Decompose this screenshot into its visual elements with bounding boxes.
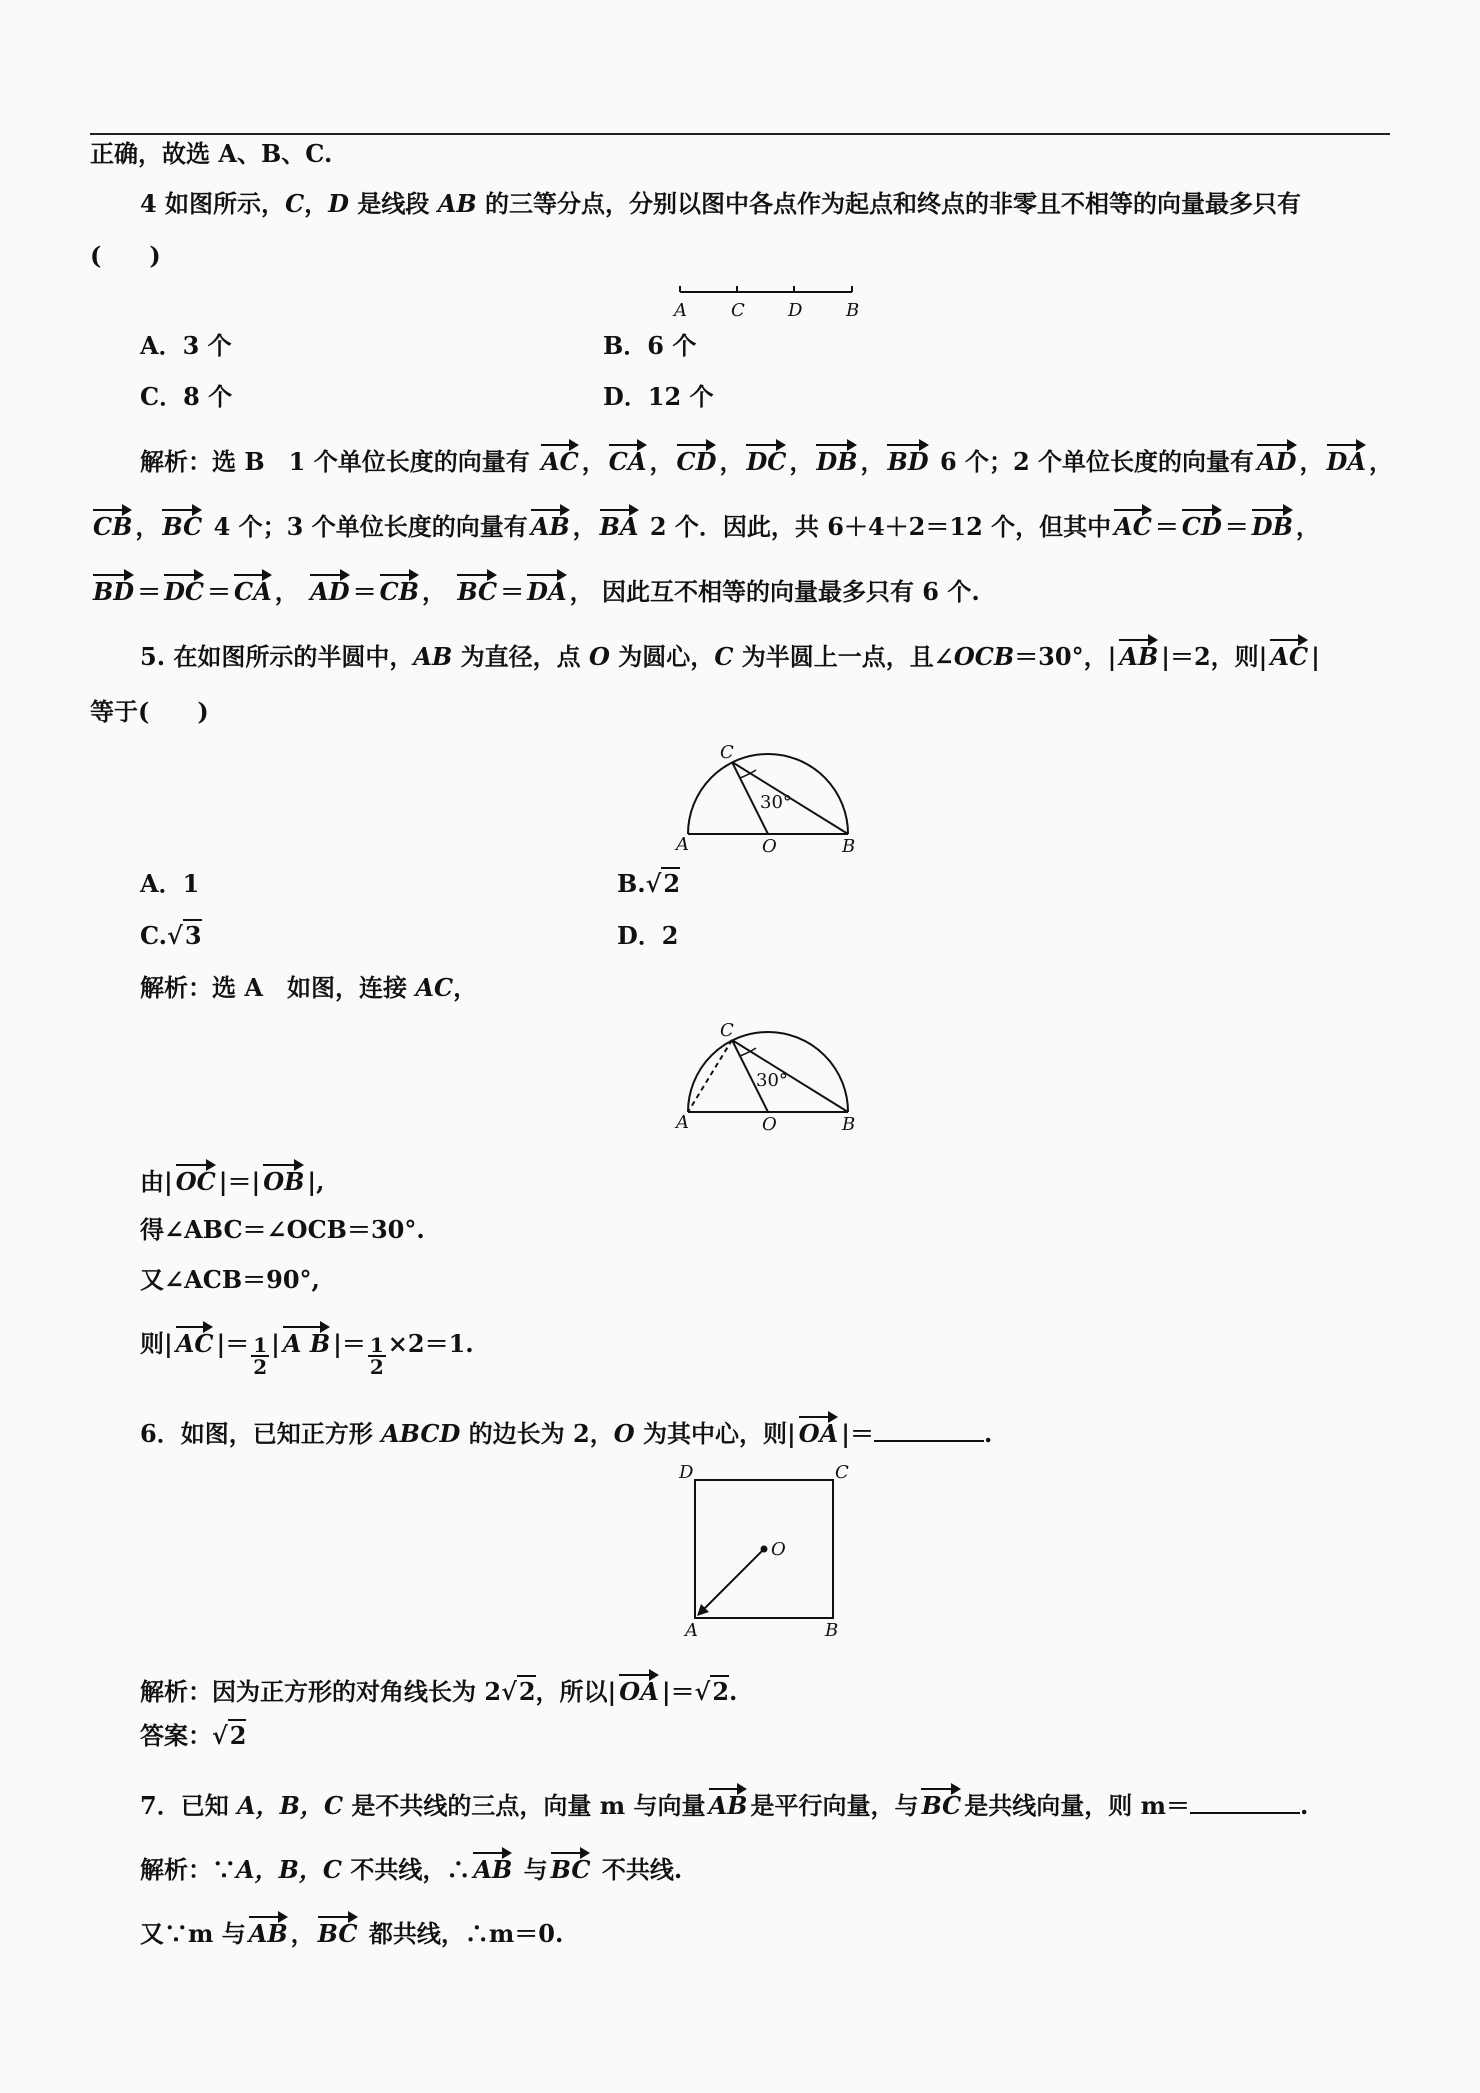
q5-step4: 则| AC |＝ $\frac{1}{2}$ | A B |＝ $\frac{1}{2}$ ×2＝1. [140, 1320, 474, 1377]
vector: BC [162, 503, 202, 539]
vector: DC [746, 438, 786, 474]
vector: AB [1119, 633, 1158, 669]
vector: AB [473, 1846, 512, 1882]
vector: BC [457, 568, 497, 604]
q6-label-d: D [679, 1462, 694, 1483]
vector: DB [1252, 503, 1293, 539]
q6-label-c: C [835, 1462, 849, 1483]
q5-solution-head: 解析：选 A 如图，连接 AC， [140, 973, 478, 1002]
q4-segment-figure [670, 282, 860, 322]
top-divider [90, 133, 1390, 135]
vector: CD [677, 438, 717, 474]
fraction: $\frac{1}{2}$ [253, 1333, 268, 1379]
answer-blank [1190, 1790, 1300, 1814]
q5-step1: 由| OC |＝| OB |, [140, 1158, 325, 1198]
vector: OA [799, 1410, 839, 1446]
q5-sol-label-c: C [720, 1020, 734, 1041]
q4-label-c: C [731, 300, 745, 321]
q5-option-a: A．1 [140, 869, 200, 898]
q5-option-c: C.√3 [140, 921, 202, 950]
q5-solution-figure [670, 1018, 870, 1138]
q5-option-d: D．2 [617, 921, 679, 950]
q5-sol-angle-label: 30° [756, 1070, 788, 1091]
q6-label-o: O [771, 1539, 786, 1560]
q6-stem: 6．如图，已知正方形 ABCD 的边长为 2，O 为其中心，则| OA |＝ . [140, 1410, 992, 1450]
q5-stem: 5. 在如图所示的半圆中，AB 为直径，点 O 为圆心，C 为半圆上一点，且∠OCB＝30°，| AB |＝2，则| AC | [140, 633, 1320, 673]
q4-label-a: A [674, 300, 687, 321]
q5-option-b: B.√2 [617, 869, 681, 898]
q5-semicircle-figure [670, 740, 870, 860]
vector: AB [709, 1782, 748, 1818]
q5-sol-label-a: A [676, 1112, 689, 1133]
vector: CB [380, 568, 419, 604]
vector: BA [600, 503, 639, 539]
vector: CA [234, 568, 272, 604]
vector: OC [176, 1158, 216, 1194]
q4-option-b: B．6 个 [603, 331, 697, 360]
fraction: $\frac{1}{2}$ [369, 1333, 384, 1379]
vector: AC [1114, 503, 1152, 539]
q6-answer: 答案：√2 [140, 1721, 247, 1750]
q5-label-a: A [676, 834, 689, 855]
vector: OB [263, 1158, 304, 1194]
q4-stem: 4 如图所示，C，D 是线段 AB 的三等分点，分别以图中各点作为起点和终点的非零且不相等的向量最多只有 [140, 189, 1301, 218]
vector: AD [1257, 438, 1296, 474]
q5-label-c: C [720, 742, 734, 763]
q7-solution-line1: 解析：∵A，B，C 不共线，∴ AB 与 BC 不共线. [140, 1846, 682, 1886]
vector: AC [541, 438, 579, 474]
q6-square-figure [675, 1460, 855, 1640]
vector: A B [283, 1320, 330, 1356]
q5-sol-label-o: O [762, 1114, 777, 1135]
q5-step3: 又∠ACB＝90°, [140, 1265, 320, 1294]
q4-option-a: A．3 个 [140, 331, 232, 360]
q5-sol-label-b: B [842, 1114, 856, 1135]
vector: CA [609, 438, 647, 474]
q5-angle-label: 30° [760, 792, 792, 813]
vector: BC [318, 1910, 358, 1946]
q7-stem: 7．已知 A，B，C 是不共线的三点，向量 m 与向量 AB 是平行向量，与 BC 是共线向量，则 m＝ . [140, 1782, 1308, 1822]
vector: CD [1182, 503, 1222, 539]
q4-solution-line1: 解析：选 B 1 个单位长度的向量有 AC ， CA ， CD ， DC ， DB ， BD 6 个；2 个单位长度的向量有 AD ， DA ， [140, 438, 1393, 478]
answer-blank [874, 1418, 984, 1442]
q5-step2: 得∠ABC＝∠OCB＝30°. [140, 1215, 425, 1244]
q5-label-o: O [762, 836, 777, 857]
vector: DC [164, 568, 204, 604]
vector: DA [1327, 438, 1366, 474]
q4-option-d: D．12 个 [603, 382, 714, 411]
vector: CB [93, 503, 132, 539]
q4-solution-line2: CB ， BC 4 个；3 个单位长度的向量有 AB ， BA 2 个．因此，共 6＋4＋2＝12 个，但其中 AC ＝ CD ＝ DB ， [90, 503, 1320, 543]
previous-answer-line: 正确，故选 A、B、C. [90, 139, 333, 168]
q6-label-a: A [685, 1620, 698, 1641]
q4-label-b: B [846, 300, 860, 321]
vector: DA [527, 568, 566, 604]
vector: AC [176, 1320, 214, 1356]
vector: BC [921, 1782, 961, 1818]
vector: AB [249, 1910, 288, 1946]
q4-answer-paren: ( ) [90, 241, 161, 270]
vector: DB [816, 438, 857, 474]
q4-solution-line3: BD ＝ DC ＝ CA ， AD ＝ CB ， BC ＝ DA ， 因此互不相等的向量最多只有 6 个. [90, 568, 980, 608]
q5-label-b: B [842, 836, 856, 857]
q4-option-c: C．8 个 [140, 382, 233, 411]
q4-label-d: D [788, 300, 803, 321]
vector: BD [887, 438, 928, 474]
vector: BC [551, 1846, 591, 1882]
q6-label-b: B [825, 1620, 839, 1641]
q6-solution: 解析：因为正方形的对角线长为 2√2，所以| OA |＝√2. [140, 1668, 737, 1708]
vector: AC [1270, 633, 1308, 669]
vector: AD [310, 568, 349, 604]
vector: BD [93, 568, 134, 604]
vector: OA [619, 1668, 659, 1704]
q7-solution-line2: 又∵m 与 AB ， BC 都共线，∴m＝0. [140, 1910, 563, 1950]
vector: AB [531, 503, 570, 539]
q5-stem-line2: 等于( ) [90, 697, 209, 726]
